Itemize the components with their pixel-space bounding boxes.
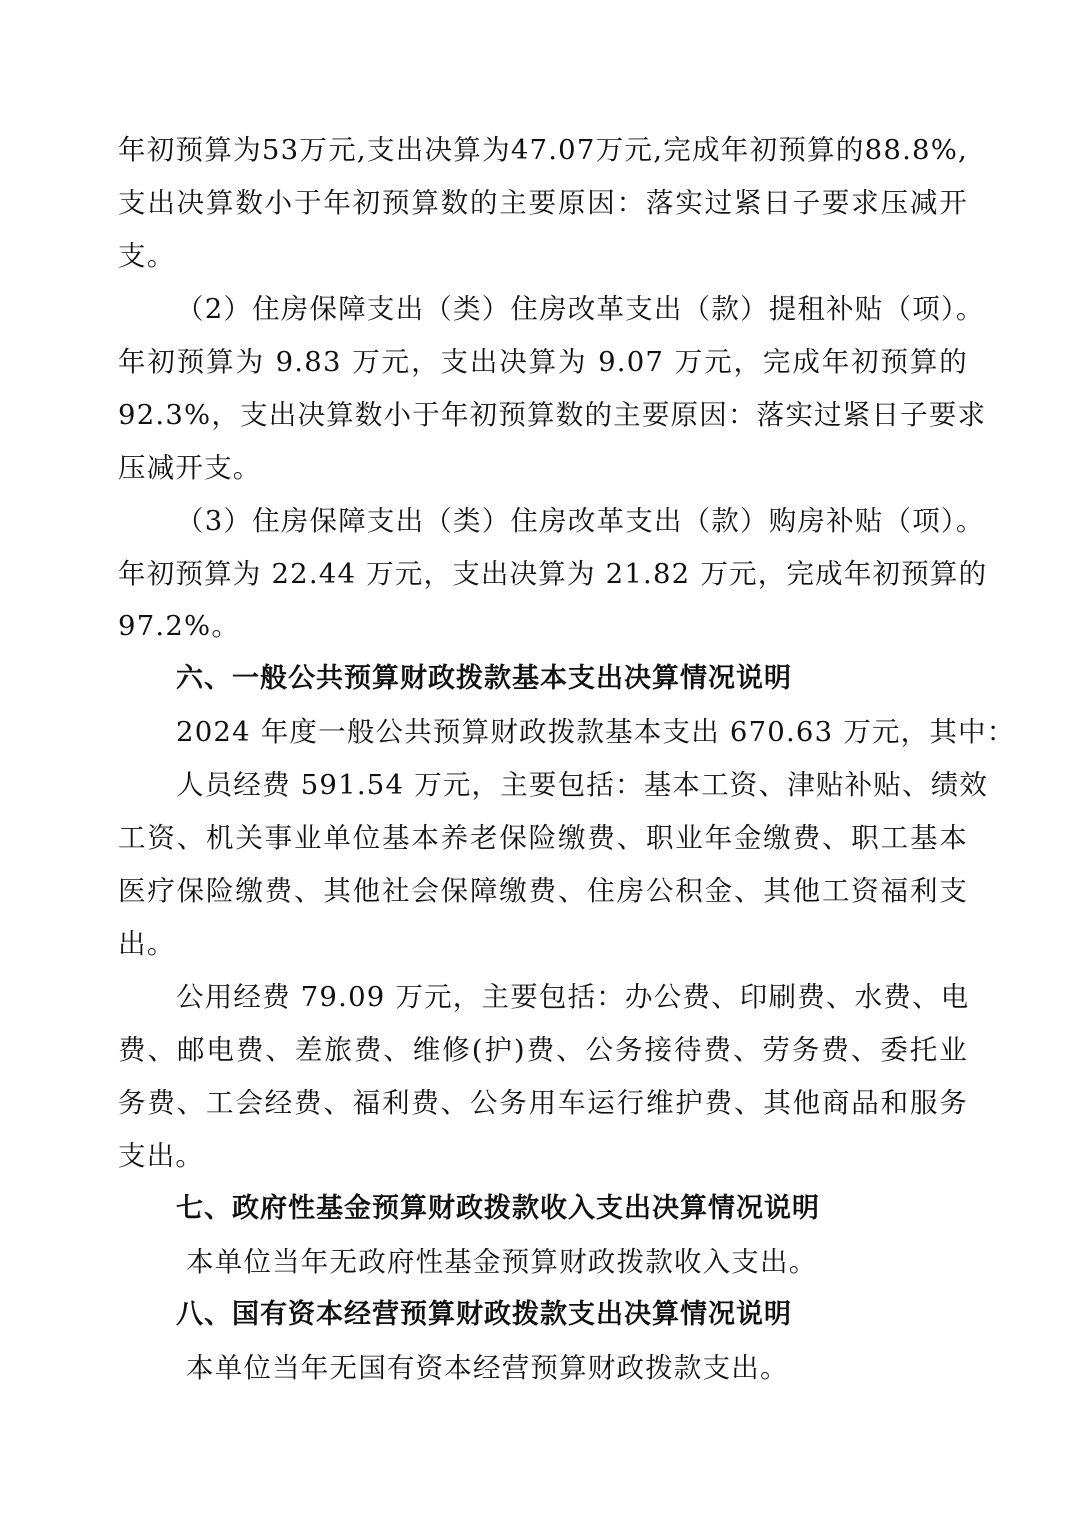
paragraph-line: 92.3%，支出决算数小于年初预算数的主要原因：落实过紧日子要求 [118, 399, 987, 431]
paragraph-line: 工资、机关事业单位基本养老保险缴费、职业年金缴费、职工基本 [118, 822, 968, 854]
paragraph-line: 支出。 [118, 1140, 205, 1172]
paragraph-line: 本单位当年无国有资本经营预算财政拨款支出。 [186, 1352, 789, 1384]
paragraph-line: （2）住房保障支出（类）住房改革支出（款）提租补贴（项）。 [176, 293, 985, 325]
section-heading: 八、国有资本经营预算财政拨款支出决算情况说明 [176, 1299, 792, 1330]
section-heading: 六、一般公共预算财政拨款基本支出决算情况说明 [176, 663, 792, 694]
paragraph-line: 务费、工会经费、福利费、公务用车运行维护费、其他商品和服务 [118, 1087, 968, 1119]
paragraph-line: 年初预算为53万元,支出决算为47.07万元,完成年初预算的88.8%, [118, 134, 968, 166]
paragraph-line: 支出决算数小于年初预算数的主要原因：落实过紧日子要求压减开 [118, 187, 968, 219]
paragraph-line: 年初预算为 22.44 万元，支出决算为 21.82 万元，完成年初预算的 [118, 558, 988, 590]
paragraph-line: 2024 年度一般公共预算财政拨款基本支出 670.63 万元，其中： [176, 716, 1016, 748]
paragraph-line: 97.2%。 [118, 610, 241, 642]
section-heading: 七、政府性基金预算财政拨款收入支出决算情况说明 [176, 1193, 820, 1224]
paragraph-line: 压减开支。 [118, 452, 262, 484]
paragraph-line: （3）住房保障支出（类）住房改革支出（款）购房补贴（项）。 [176, 505, 985, 537]
paragraph-line: 医疗保险缴费、其他社会保障缴费、住房公积金、其他工资福利支 [118, 875, 968, 907]
paragraph-line: 支。 [118, 240, 176, 272]
paragraph-line: 人员经费 591.54 万元，主要包括：基本工资、津贴补贴、绩效 [176, 769, 989, 801]
paragraph-line: 出。 [118, 928, 176, 960]
paragraph-line: 本单位当年无政府性基金预算财政拨款收入支出。 [186, 1246, 818, 1278]
paragraph-line: 年初预算为 9.83 万元，支出决算为 9.07 万元，完成年初预算的 [118, 346, 968, 378]
paragraph-line: 公用经费 79.09 万元，主要包括：办公费、印刷费、水费、电 [176, 981, 970, 1013]
paragraph-line: 费、邮电费、差旅费、维修(护)费、公务接待费、劳务费、委托业 [118, 1034, 968, 1066]
